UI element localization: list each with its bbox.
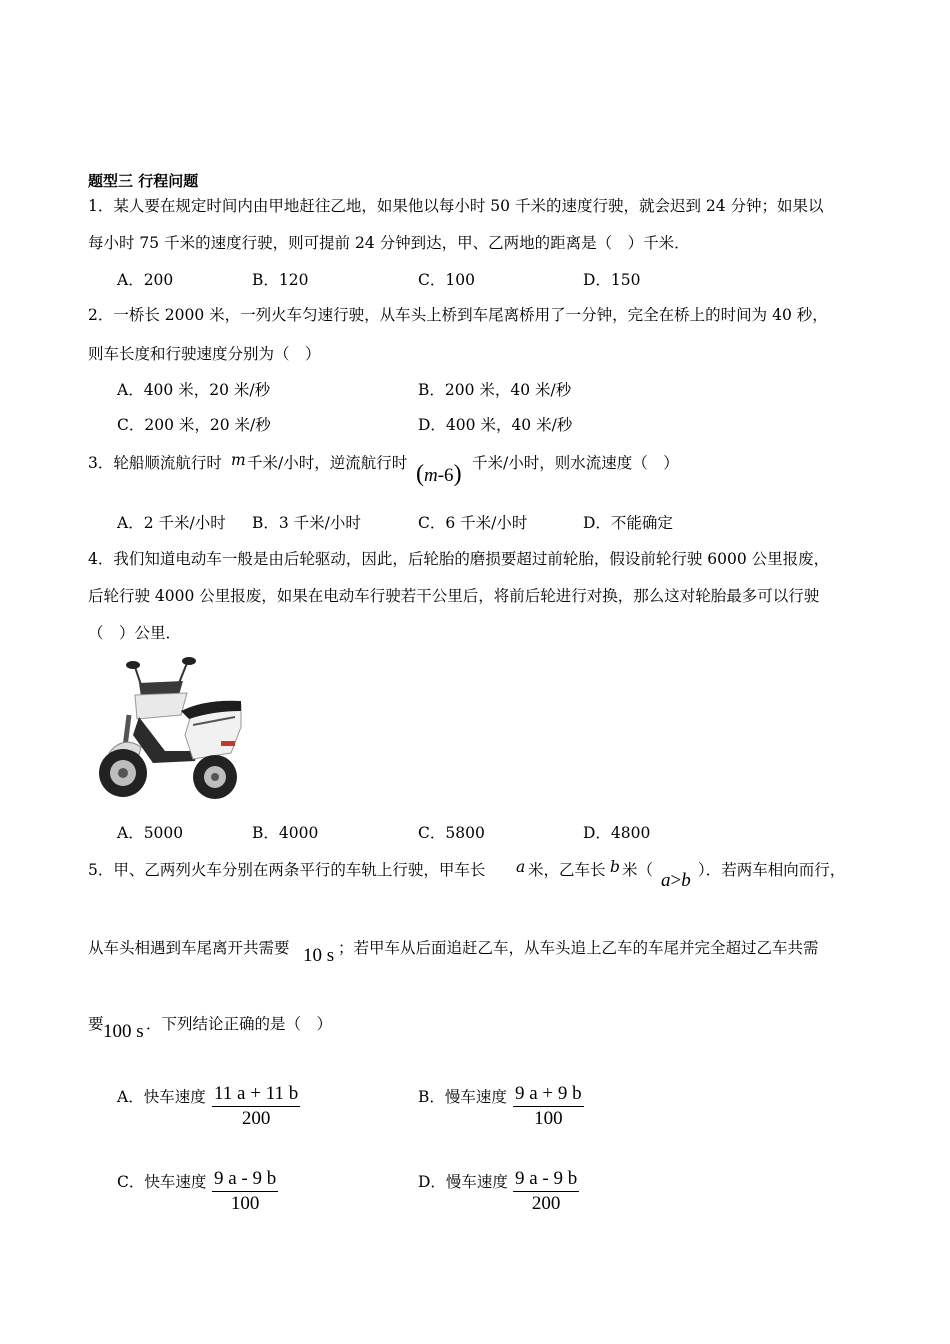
q5-condition: a>b	[661, 870, 691, 891]
q3-var-m: m	[231, 451, 246, 469]
q3-option-b: B．3 千米/小时	[252, 514, 361, 532]
q2-option-a: A．400 米，20 米/秒	[117, 381, 271, 399]
q5-time-10s: 10 s	[303, 945, 335, 966]
q4-option-c: C．5800	[418, 824, 485, 842]
q5-line3-b: ．下列结论正确的是（ ）	[146, 1015, 333, 1033]
q4-option-b: B．4000	[252, 824, 319, 842]
q5-option-d-fraction: $\frac{9 a - 9 b}{200}$	[515, 1168, 578, 1214]
q5-line1-c: 米（	[622, 861, 654, 879]
q4-option-d: D．4800	[583, 824, 651, 842]
q3-prefix: 3．轮船顺流航行时	[88, 454, 222, 472]
q2-line2: 则车长度和行驶速度分别为（ ）	[88, 345, 321, 363]
q2-line1: 2．一桥长 2000 米，一列火车匀速行驶，从车头上桥到车尾离桥用了一分钟，完全在桥上的时间为 40 秒，	[88, 306, 828, 324]
q4-option-a: A．5000	[117, 824, 184, 842]
q1-option-b: B．120	[252, 271, 309, 289]
q5-var-b: b	[610, 858, 620, 876]
q3-expression: (m-6)	[416, 461, 462, 487]
q1-option-c: C．100	[418, 271, 475, 289]
q5-line2-b: ；若甲车从后面追赶乙车，从车头追上乙车的车尾并完全超过乙车共需	[338, 939, 819, 957]
q1-option-d: D．150	[583, 271, 641, 289]
q5-option-c-fraction: $\frac{9 a - 9 b}{100}$	[214, 1168, 277, 1214]
q2-option-b: B．200 米，40 米/秒	[418, 381, 572, 399]
q5-line2-a: 从车头相遇到车尾离开共需要	[88, 939, 290, 957]
q3-suffix: 千米/小时，则水流速度（ ）	[472, 454, 679, 472]
q4-line2: 后轮行驶 4000 公里报废，如果在电动车行驶若干公里后，将前后轮进行对换，那么这对轮胎最多可以行驶	[88, 587, 820, 605]
q5-time-100s: 100 s	[103, 1021, 144, 1042]
q3-option-c: C．6 千米/小时	[418, 514, 528, 532]
q3-option-d: D．不能确定	[583, 514, 673, 532]
q3-middle: 千米/小时，逆流航行时	[247, 454, 408, 472]
q5-option-b-label: B．慢车速度	[418, 1088, 507, 1106]
q5-option-a-label: A．快车速度	[117, 1088, 206, 1106]
q5-var-a: a	[516, 858, 526, 876]
q5-option-b-fraction: $\frac{9 a + 9 b}{100}$	[515, 1083, 582, 1129]
q5-option-a-fraction: $\frac{11 a + 11 b}{200}$	[214, 1083, 299, 1129]
q5-line1-a: 5．甲、乙两列火车分别在两条平行的车轨上行驶，甲车长	[88, 861, 486, 879]
q2-option-d: D．400 米，40 米/秒	[418, 416, 573, 434]
q5-line3-a: 要	[88, 1015, 104, 1033]
q5-line1-d: ）．若两车相向而行，	[698, 861, 846, 879]
scooter-image	[95, 655, 245, 805]
q1-line2: 每小时 75 千米的速度行驶，则可提前 24 分钟到达，甲、乙两地的距离是（ ）千米．	[88, 234, 690, 252]
q4-line1: 4．我们知道电动车一般是由后轮驱动，因此，后轮胎的磨损要超过前轮胎，假设前轮行驶 6000 公里报废，	[88, 550, 830, 568]
section-title: 题型三 行程问题	[88, 172, 199, 190]
q5-line1-b: 米，乙车长	[528, 861, 606, 879]
q5-option-d-label: D．慢车速度	[418, 1173, 508, 1191]
q2-option-c: C．200 米，20 米/秒	[117, 416, 271, 434]
q3-option-a: A．2 千米/小时	[117, 514, 226, 532]
q1-line1: 1．某人要在规定时间内由甲地赶往乙地，如果他以每小时 50 千米的速度行驶，就会迟到 24 分钟；如果以	[88, 197, 824, 215]
q1-option-a: A．200	[117, 271, 174, 289]
q4-line3: （ ）公里．	[88, 624, 182, 642]
q5-option-c-label: C．快车速度	[117, 1173, 207, 1191]
